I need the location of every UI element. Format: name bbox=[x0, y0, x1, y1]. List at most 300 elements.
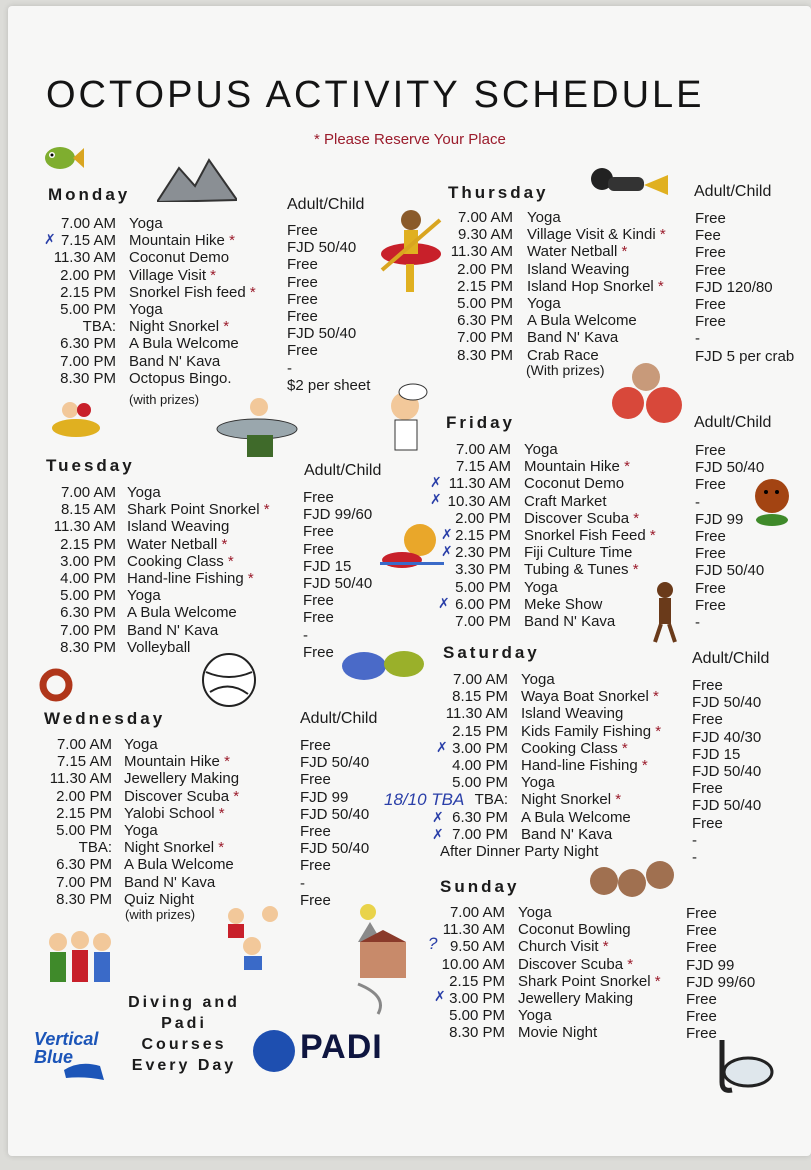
activity-label: Discover Scuba bbox=[124, 787, 230, 805]
activity-price: Free bbox=[686, 1025, 717, 1043]
activity-row bbox=[0, 809, 700, 826]
pen-mark-icon: ✗ bbox=[441, 527, 453, 543]
activity-label: A Bula Welcome bbox=[124, 856, 234, 874]
activity-label: Craft Market bbox=[524, 492, 607, 510]
activity-name bbox=[521, 826, 612, 843]
activity-time: 8.15 PM bbox=[452, 688, 508, 706]
activity-price: FJD 99 bbox=[686, 956, 735, 974]
activity-label: Hand-line Fishing bbox=[521, 756, 638, 774]
reserve-star: * bbox=[633, 509, 640, 527]
pen-mark-icon: ✗ bbox=[432, 827, 444, 843]
activity-time: 3.00 PM bbox=[449, 989, 505, 1007]
activity-label: Band N' Kava bbox=[127, 621, 219, 639]
activity-label: Yalobi School bbox=[124, 804, 215, 822]
activity-name bbox=[527, 243, 627, 260]
activity-time: 2.15 PM bbox=[60, 535, 116, 553]
activity-label: A Bula Welcome bbox=[129, 335, 239, 353]
activity-label: Village Visit bbox=[129, 266, 206, 284]
activity-price: Free bbox=[695, 244, 726, 262]
activity-row bbox=[0, 774, 700, 791]
activity-price: Free bbox=[692, 780, 723, 798]
pen-mark-icon: ✗ bbox=[430, 475, 442, 491]
activity-label: A Bula Welcome bbox=[527, 312, 637, 330]
activity-label: Mountain Hike bbox=[129, 232, 225, 250]
activity-name bbox=[124, 856, 234, 873]
pen-mark-icon: ✗ bbox=[430, 492, 442, 508]
activity-row bbox=[0, 688, 700, 705]
padi-logo: PADI bbox=[300, 1028, 383, 1066]
activity-price: - bbox=[692, 848, 697, 866]
activity-label: Octopus Bingo. bbox=[129, 369, 232, 387]
activity-time: 8.15 AM bbox=[60, 501, 116, 519]
sunday-prices bbox=[686, 905, 755, 1043]
reserve-star: * bbox=[655, 722, 662, 740]
activity-row bbox=[0, 561, 700, 578]
activity-row bbox=[0, 788, 700, 809]
activity-time: 2.15 PM bbox=[449, 972, 505, 990]
activity-label: Night Snorkel bbox=[124, 839, 215, 857]
activity-row bbox=[0, 874, 300, 891]
activity-label: Yoga bbox=[518, 1007, 552, 1025]
activity-price: FJD 120/80 bbox=[695, 278, 773, 296]
reserve-star: * bbox=[632, 561, 639, 579]
vertical-blue-logo: Vertical Blue bbox=[34, 1029, 99, 1067]
activity-time: 6.30 PM bbox=[60, 604, 116, 622]
day-tuesday: Tuesday bbox=[46, 456, 135, 475]
activity-label: Band N' Kava bbox=[524, 612, 616, 630]
activity-name bbox=[518, 921, 631, 938]
activity-time: 2.15 PM bbox=[56, 804, 112, 822]
thursday-prices bbox=[695, 210, 794, 365]
activity-time: 11.30 AM bbox=[442, 921, 505, 939]
activity-price: Free bbox=[686, 1008, 717, 1026]
activity-time: 8.30 PM bbox=[449, 1024, 505, 1042]
activity-time: 4.00 PM bbox=[452, 756, 508, 774]
adult-child-header-friday: Adult/Child bbox=[694, 414, 772, 431]
reserve-star: * bbox=[627, 955, 634, 973]
activity-label: Yoga bbox=[129, 300, 163, 318]
activity-price: - bbox=[695, 613, 700, 631]
activity-time: TBA: bbox=[82, 318, 116, 336]
activity-label: Yoga bbox=[124, 736, 158, 753]
activity-row bbox=[0, 938, 700, 955]
activity-time: 5.00 PM bbox=[56, 821, 112, 839]
activity-price: Free bbox=[695, 596, 726, 614]
activity-price: Free bbox=[303, 523, 334, 541]
activity-time: 7.00 PM bbox=[60, 352, 116, 370]
activity-time: 10.00 AM bbox=[441, 955, 505, 973]
activity-label: Tubing & Tunes bbox=[524, 561, 629, 579]
activity-price: Free bbox=[686, 905, 717, 922]
activity-label: Water Netball bbox=[127, 535, 218, 553]
activity-time: 2.00 PM bbox=[60, 266, 116, 284]
activity-name bbox=[518, 904, 552, 921]
activity-row bbox=[0, 990, 700, 1007]
activity-name bbox=[524, 493, 607, 510]
crabs-icon bbox=[606, 355, 688, 431]
activity-price: FJD 50/40 bbox=[300, 754, 370, 772]
activity-name bbox=[518, 1024, 597, 1041]
activity-time: 7.00 PM bbox=[457, 329, 513, 347]
activity-label: Band N' Kava bbox=[527, 329, 619, 347]
day-friday: Friday bbox=[446, 413, 516, 432]
activity-time: 2.30 PM bbox=[455, 544, 511, 562]
activity-time: 8.30 PM bbox=[56, 890, 112, 908]
activity-row bbox=[0, 671, 700, 688]
handwritten-question-mark: ? bbox=[428, 934, 438, 953]
activity-label: Island Weaving bbox=[127, 518, 230, 536]
activity-label: Mountain Hike bbox=[524, 458, 620, 476]
activity-row bbox=[0, 475, 700, 492]
reserve-star: * bbox=[621, 243, 628, 261]
activity-label: Yoga bbox=[129, 215, 163, 232]
activity-row bbox=[0, 705, 700, 722]
activity-label: Volleyball bbox=[127, 638, 191, 656]
activity-price: Free bbox=[303, 489, 334, 506]
fish-icon bbox=[40, 140, 84, 176]
activity-price: Free bbox=[695, 261, 726, 279]
activity-label: Coconut Bowling bbox=[518, 921, 631, 939]
page-title: OCTOPUS ACTIVITY SCHEDULE bbox=[46, 74, 705, 116]
activity-label: A Bula Welcome bbox=[521, 808, 631, 826]
reserve-star: * bbox=[229, 232, 235, 250]
activity-price: - bbox=[303, 626, 308, 644]
reserve-star: * bbox=[218, 839, 225, 857]
friday-prices bbox=[695, 442, 764, 631]
coconuts-icon bbox=[586, 855, 682, 903]
reserve-star: * bbox=[621, 739, 628, 757]
activity-price: Free bbox=[300, 737, 331, 754]
activity-row bbox=[0, 209, 700, 226]
activity-time: 7.00 AM bbox=[56, 736, 112, 753]
activity-time: 2.15 PM bbox=[457, 277, 513, 295]
activity-time: 7.15 AM bbox=[56, 753, 112, 771]
activity-row bbox=[0, 723, 700, 740]
reserve-star: * bbox=[221, 535, 228, 553]
activity-name bbox=[518, 956, 633, 973]
pen-mark-icon: ✗ bbox=[434, 989, 446, 1005]
activity-row bbox=[0, 243, 700, 260]
activity-price: - bbox=[695, 493, 700, 511]
activity-label: Kids Family Fishing bbox=[521, 722, 652, 740]
saturday-note: After Dinner Party Night bbox=[440, 843, 599, 860]
activity-time: 7.00 AM bbox=[452, 671, 508, 688]
activity-time: 5.00 PM bbox=[60, 587, 116, 605]
reserve-star: * bbox=[233, 787, 240, 805]
activity-price: Free bbox=[303, 592, 334, 610]
activity-name bbox=[521, 809, 631, 826]
sunday-activities bbox=[0, 904, 700, 1042]
activity-price: Free bbox=[287, 222, 318, 239]
reserve-star: * bbox=[615, 791, 622, 809]
activity-label: Church Visit bbox=[518, 938, 599, 956]
activity-label: Island Hop Snorkel bbox=[527, 277, 654, 295]
activity-price: FJD 50/40 bbox=[287, 325, 357, 343]
pen-mark-icon: ✗ bbox=[438, 596, 450, 612]
activity-name bbox=[518, 938, 609, 955]
activity-time: 7.00 AM bbox=[449, 904, 505, 921]
activity-time: 2.00 PM bbox=[56, 787, 112, 805]
activity-price: Free bbox=[287, 307, 318, 325]
activity-price: FJD 99/60 bbox=[686, 973, 756, 991]
activity-row bbox=[0, 329, 700, 346]
activity-time: 6.30 PM bbox=[56, 856, 112, 874]
activity-price: Free bbox=[686, 990, 717, 1008]
activity-time: 6.30 PM bbox=[457, 312, 513, 330]
activity-time: 3.00 PM bbox=[452, 739, 508, 757]
activity-price: Free bbox=[695, 527, 726, 545]
activity-price: FJD 15 bbox=[303, 557, 352, 575]
activity-label: Yoga bbox=[521, 774, 555, 792]
activity-row bbox=[0, 904, 700, 921]
activity-name bbox=[527, 278, 664, 295]
activity-price: Free bbox=[303, 540, 334, 558]
activity-price: Free bbox=[287, 342, 318, 360]
activity-row bbox=[0, 826, 700, 843]
activity-name bbox=[527, 209, 561, 226]
activity-price: Free bbox=[686, 939, 717, 957]
diver-icon bbox=[588, 165, 668, 209]
activity-row bbox=[0, 579, 700, 596]
activity-name bbox=[521, 723, 661, 740]
activity-price: FJD 50/40 bbox=[287, 239, 357, 257]
reserve-star: * bbox=[218, 804, 225, 822]
activity-label: Yoga bbox=[527, 294, 561, 312]
activity-time: 7.15 AM bbox=[60, 232, 116, 250]
activity-name bbox=[524, 510, 639, 527]
activity-name bbox=[521, 671, 555, 688]
activity-price: FJD 50/40 bbox=[300, 840, 370, 858]
activity-name bbox=[518, 990, 633, 1007]
saturday-prices bbox=[692, 677, 761, 866]
activity-price: - bbox=[692, 831, 697, 849]
activity-price: Free bbox=[287, 256, 318, 274]
activity-label: Jewellery Making bbox=[124, 770, 240, 788]
reserve-star: * bbox=[653, 688, 659, 706]
activity-label: Yoga bbox=[127, 587, 161, 605]
activity-name bbox=[521, 688, 659, 705]
activity-label: Jewellery Making bbox=[518, 989, 634, 1007]
day-wednesday: Wednesday bbox=[44, 709, 166, 728]
activity-time: 11.30 AM bbox=[53, 518, 116, 536]
activity-time: 8.30 PM bbox=[60, 638, 116, 656]
activity-name bbox=[527, 295, 561, 312]
pen-mark-icon: ✗ bbox=[44, 232, 56, 248]
activity-label: Yoga bbox=[524, 578, 558, 596]
activity-time: 9.30 AM bbox=[457, 226, 513, 244]
activity-label: Yoga bbox=[521, 671, 555, 688]
reserve-star: * bbox=[249, 283, 256, 301]
reserve-star: * bbox=[641, 756, 648, 774]
activity-price: Free bbox=[300, 857, 331, 875]
activity-time: 11.30 AM bbox=[445, 705, 508, 723]
activity-name bbox=[527, 312, 637, 329]
activity-price: Free bbox=[300, 771, 331, 789]
activity-row bbox=[0, 278, 700, 295]
reserve-star: * bbox=[602, 938, 609, 956]
activity-label: Fiji Culture Time bbox=[524, 544, 633, 562]
activity-name bbox=[521, 705, 623, 722]
activity-time: 3.30 PM bbox=[455, 561, 511, 579]
activity-name bbox=[524, 561, 639, 578]
day-saturday: Saturday bbox=[443, 643, 540, 662]
activity-row bbox=[0, 370, 290, 387]
pen-mark-icon: ✗ bbox=[436, 740, 448, 756]
activity-label: Cooking Class bbox=[521, 739, 618, 757]
activity-price: Free bbox=[300, 822, 331, 840]
activity-row bbox=[0, 312, 700, 329]
monday-note: (with prizes) bbox=[129, 392, 200, 407]
activity-row bbox=[0, 639, 300, 656]
activity-price: Free bbox=[695, 579, 726, 597]
friday-activities bbox=[0, 441, 700, 630]
activity-time: 7.00 PM bbox=[455, 612, 511, 630]
activity-label: Yoga bbox=[124, 821, 158, 839]
activity-price: FJD 50/40 bbox=[303, 574, 373, 592]
activity-label: Shark Point Snorkel bbox=[518, 972, 651, 990]
activity-name bbox=[527, 329, 618, 346]
activity-price: Free bbox=[695, 295, 726, 313]
activity-price: FJD 99/60 bbox=[303, 506, 373, 524]
activity-name bbox=[527, 226, 666, 243]
adult-child-header-saturday: Adult/Child bbox=[692, 650, 770, 667]
activity-label: Water Netball bbox=[527, 243, 618, 261]
pen-mark-icon: ✗ bbox=[441, 544, 453, 560]
reserve-star: * bbox=[247, 569, 254, 587]
activity-label: Yoga bbox=[518, 904, 552, 921]
reserve-star: * bbox=[659, 226, 666, 244]
activity-price: Free bbox=[692, 711, 723, 729]
activity-price: Free bbox=[300, 891, 331, 909]
activity-label: Island Weaving bbox=[521, 705, 624, 723]
activity-time: 9.50 AM bbox=[449, 938, 505, 956]
activity-name bbox=[524, 527, 656, 544]
pen-mark-icon: ✗ bbox=[432, 810, 444, 826]
activity-price: - bbox=[300, 874, 305, 892]
activity-price: Free bbox=[692, 814, 723, 832]
activity-label: Island Weaving bbox=[527, 260, 630, 278]
activity-name bbox=[524, 475, 624, 492]
activity-time: 7.15 AM bbox=[455, 458, 511, 476]
activity-time: 8.30 PM bbox=[60, 369, 116, 387]
activity-label: Snorkel Fish Feed bbox=[524, 526, 646, 544]
activity-time: 10.30 AM bbox=[447, 492, 511, 510]
activity-label: Snorkel Fish feed bbox=[129, 283, 246, 301]
activity-name bbox=[524, 579, 558, 596]
activity-price: Free bbox=[695, 442, 726, 459]
thursday-note: (With prizes) bbox=[526, 362, 605, 378]
day-sunday: Sunday bbox=[440, 877, 520, 896]
reserve-star: * bbox=[223, 318, 230, 336]
activity-label: Coconut Demo bbox=[524, 475, 625, 493]
activity-time: 5.00 PM bbox=[60, 300, 116, 318]
reserve-star: * bbox=[624, 458, 630, 476]
activity-name bbox=[518, 973, 661, 990]
activity-price: Free bbox=[303, 609, 334, 627]
activity-time: 7.00 AM bbox=[455, 441, 511, 458]
activity-price: FJD 50/40 bbox=[692, 694, 762, 712]
activity-price: Free bbox=[695, 210, 726, 227]
activity-row bbox=[0, 921, 700, 938]
activity-price: FJD 50/40 bbox=[695, 459, 765, 477]
activity-price: Free bbox=[695, 476, 726, 494]
reservation-note: * Please Reserve Your Place bbox=[314, 131, 506, 148]
wednesday-note: (with prizes) bbox=[125, 907, 196, 922]
diver-silhouette-icon bbox=[60, 1040, 106, 1086]
reserve-star: * bbox=[224, 753, 230, 771]
reserve-star: * bbox=[657, 277, 664, 295]
activity-time: 5.00 PM bbox=[457, 294, 513, 312]
reserve-star: * bbox=[263, 501, 270, 519]
activity-price: Free bbox=[686, 922, 717, 940]
activity-label: Discover Scuba bbox=[524, 509, 630, 527]
activity-name bbox=[521, 757, 648, 774]
day-thursday: Thursday bbox=[448, 183, 549, 202]
activity-price: - bbox=[287, 359, 292, 377]
activity-row bbox=[0, 226, 700, 243]
activity-label: Movie Night bbox=[518, 1024, 598, 1042]
activity-label: Yoga bbox=[127, 484, 161, 501]
activity-name bbox=[127, 639, 190, 656]
activity-price: - bbox=[695, 330, 700, 348]
reserve-star: * bbox=[654, 972, 661, 990]
activity-label: A Bula Welcome bbox=[127, 604, 237, 622]
activity-price: FJD 5 per crab bbox=[695, 347, 795, 365]
activity-label: Mountain Hike bbox=[124, 753, 220, 771]
activity-label: Band N' Kava bbox=[129, 352, 221, 370]
activity-time: 5.00 PM bbox=[455, 578, 511, 596]
activity-price: Free bbox=[692, 677, 723, 694]
activity-price: Free bbox=[695, 545, 726, 563]
activity-time: 8.30 PM bbox=[457, 346, 513, 364]
reserve-star: * bbox=[210, 266, 217, 284]
activity-price: FJD 99 bbox=[695, 510, 744, 528]
saturday-activities bbox=[0, 671, 700, 843]
activity-label: Yoga bbox=[527, 209, 561, 226]
activity-row bbox=[0, 856, 300, 873]
activity-name bbox=[129, 370, 232, 387]
activity-time: 7.00 PM bbox=[56, 873, 112, 891]
activity-time: 7.00 AM bbox=[457, 209, 513, 226]
activity-row bbox=[0, 527, 700, 544]
activity-name bbox=[521, 791, 621, 808]
adult-child-header-thursday: Adult/Child bbox=[694, 183, 772, 200]
activity-time: 7.00 PM bbox=[452, 825, 508, 843]
activity-name bbox=[521, 740, 628, 757]
activity-price: FJD 50/40 bbox=[692, 797, 762, 815]
activity-time: 2.00 PM bbox=[455, 509, 511, 527]
activity-label: Band N' Kava bbox=[521, 825, 613, 843]
activity-price: FJD 40/30 bbox=[692, 728, 762, 746]
adult-child-header-tuesday: Adult/Child bbox=[304, 462, 382, 479]
activity-price: Free bbox=[695, 313, 726, 331]
activity-row bbox=[0, 973, 700, 990]
activity-row bbox=[0, 596, 700, 613]
activity-name bbox=[527, 261, 629, 278]
activity-time: 7.00 PM bbox=[60, 621, 116, 639]
activity-price: $2 per sheet bbox=[287, 376, 371, 394]
activity-time: 11.30 AM bbox=[450, 243, 513, 261]
reserve-star: * bbox=[649, 526, 656, 544]
padi-globe-icon bbox=[253, 1030, 295, 1072]
activity-label: Quiz Night bbox=[124, 890, 195, 908]
activity-label: Village Visit & Kindi bbox=[527, 226, 656, 244]
activity-time: 5.00 PM bbox=[449, 1007, 505, 1025]
diving-courses-text: Diving and Padi Courses Every Day bbox=[128, 994, 240, 1074]
activity-price: FJD 15 bbox=[692, 745, 741, 763]
activity-name bbox=[521, 774, 555, 791]
adult-child-header-wednesday: Adult/Child bbox=[300, 710, 378, 727]
